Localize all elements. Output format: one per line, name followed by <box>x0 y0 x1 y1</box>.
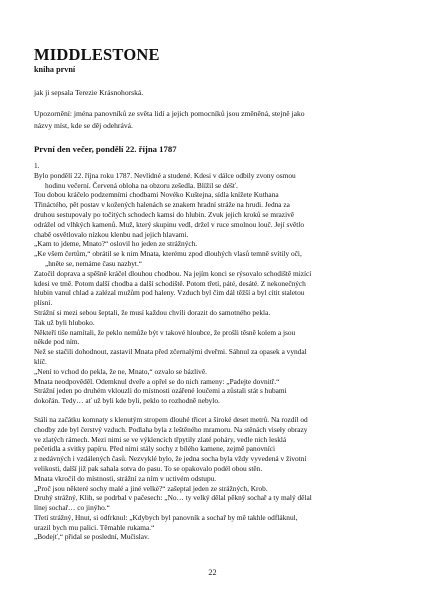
text-line: Někteří tiše namítali, že peklo nemůže být v takové hloubce, že prošli těsně kolem a jsou <box>34 327 296 337</box>
book-title: MIDDLESTONE <box>34 45 160 64</box>
chapter-body <box>34 161 404 542</box>
text-line: odrážel od vlhkých kamenů. Muž, který skupinu vedl, držel v ruce smolnou louč. Její světlo <box>34 219 305 229</box>
text-line: dokořán. Tedy… ať už byli kde byli, peklo to rozhodně nebylo. <box>34 396 220 406</box>
text-line: plísní. <box>34 298 53 308</box>
text-line: „Proč jsou některé sochy malé a jiné velké?“ zašeptal jeden ze strážných, Krob. <box>34 483 268 493</box>
text-line: Strážní jeden po druhém vklouzli do místnosti ozářené loučemi a zůstali stát s hubami <box>34 386 287 396</box>
text-line: chodby zde byl čerstvý vzduch. Podlaha byla z leštěného mramoru. Na stěnách viseły obrazy <box>34 424 308 434</box>
text-line: Třináctého, pět postav v kožených halenách se znakem hradní stráže na hrudi. Jedna za <box>34 200 290 210</box>
text-line: pečetidla a svitky papíru. Před nimi stály sochy z bílého kamene, zejmě panovníci <box>34 444 276 454</box>
author-line: jak ji sepsala Terezie Krásnohorská. <box>34 88 144 97</box>
text-line: Třetí strážný, Hnut, si odfrknul: „Kdybych byl panovník a sochař by mě takhle odfláknul, <box>34 512 298 522</box>
book-subtitle: kniha první <box>34 65 76 74</box>
text-line: Bylo pondělí 22. října roku 1787. Nevlídné a studené. Kdesi v dálce odbily zvony osmou <box>34 170 296 180</box>
paragraph-1 <box>34 171 404 406</box>
text-line: klíč. <box>34 356 47 366</box>
chapter-heading: První den večer, pondělí 22. října 1787 <box>34 144 177 154</box>
text-line: Tak už byli hluboko. <box>34 317 95 327</box>
text-line: urazil bych mu palici. Těmahle rukama.“ <box>34 522 155 532</box>
text-line: „Bodejť,“ přidal se poslední, Mučislav. <box>34 532 150 542</box>
text-line: Mnata vkročil do místnosti, strážní za ním v uctivém odstupu. <box>34 473 217 483</box>
text-line: Zatočil doprava a spěšně kráčel dlouhou chodbou. Na jejím konci se rýsovalo schodiště mizící <box>34 268 312 278</box>
text-line: Stáli na začátku komnaty s klenutým stropem dlouhé třicet a široké deset metrů. Na rozdíl od <box>34 414 308 424</box>
text-line: hlubin vanul chlad a zalézal mužům pod haleny. Vzduch byl čím dál těžší a byl cítit staletou <box>34 288 305 298</box>
text-line: Druhý strážný, Klih, se podrbal v pačesech: „No… ty velký dělal pěkný sochař a ty malý dělal <box>34 493 312 503</box>
warning-line-1: Upozornění: jména panovníků ze světa lidí a jejich pomocníků jsou změněná, stejně jako <box>34 109 305 118</box>
text-line: z nedávných i vzdálených časů. Nezvyklé bylo, že jedna socha byla vždy vyvedená v životní <box>34 454 307 464</box>
text-line: kdesi ve tmě. Potom další chodba a další schodiště. Potom třetí, páté, desáté. Z nekonečných <box>34 278 306 288</box>
text-line: druhou sestupovaly po točitých schodech kamsi do hlubin. Zvuk jejich kroků se mrazivě <box>34 209 295 219</box>
text-line: ve zlatých rámech. Mezi nimi se ve výklencích třpytily zlaté poháry, vedle nich lesklá <box>34 434 287 444</box>
paragraph-2 <box>34 415 404 542</box>
text-line: Než se stačili dohodnout, zastavil Mnata před zčernalými dveřmi. Sáhnul za opasek a vyndal <box>34 347 307 357</box>
text-line: Strážní si mezi sebou šeptali, že musí každou chvíli dorazit do samotného pekla. <box>34 307 271 317</box>
text-line: „hněte se, nemáme času nazbyt.“ <box>45 258 143 268</box>
text-line: hodinu večerní. Červená obloha na obzoru zešedla. Blížil se déšť. <box>45 180 238 190</box>
text-line: chabě osvětlovalo nízkou klenbu nad jejich hlavami. <box>34 229 189 239</box>
section-number: 1. <box>34 161 40 170</box>
text-line: Mnata neodpověděl. Odemknul dveře a opřel se do nich rameny: „Padejte dovnitř.“ <box>34 376 280 386</box>
text-line: „Kam to jdeme, Mnato?“ oslovil ho jeden ze strážných. <box>34 239 198 249</box>
page-number: 22 <box>208 568 217 577</box>
text-line: „Ke všem čertům,“ obrátil se k nim Mnata, kterému zpod dlouhých vlasů temně svítily oči, <box>34 249 302 259</box>
text-line: někde pod ním. <box>34 337 80 347</box>
text-line: Tou dobou kráčelo podzemními chodbami Novéko Kuštejna, sídla knížete Kuthana <box>34 190 279 200</box>
warning-line-2: názvy míst, kde se děj odehrává. <box>34 121 133 130</box>
text-line: „Není to vchod do pekla, že ne, Mnato,“ ozvalo se bázlivě. <box>34 366 207 376</box>
text-line: línej sochař… co jinýho.“ <box>34 503 110 513</box>
text-line: velikosti, další již pak sahala sotva do pasu. To se opakovalo podél obou stěn. <box>34 463 263 473</box>
